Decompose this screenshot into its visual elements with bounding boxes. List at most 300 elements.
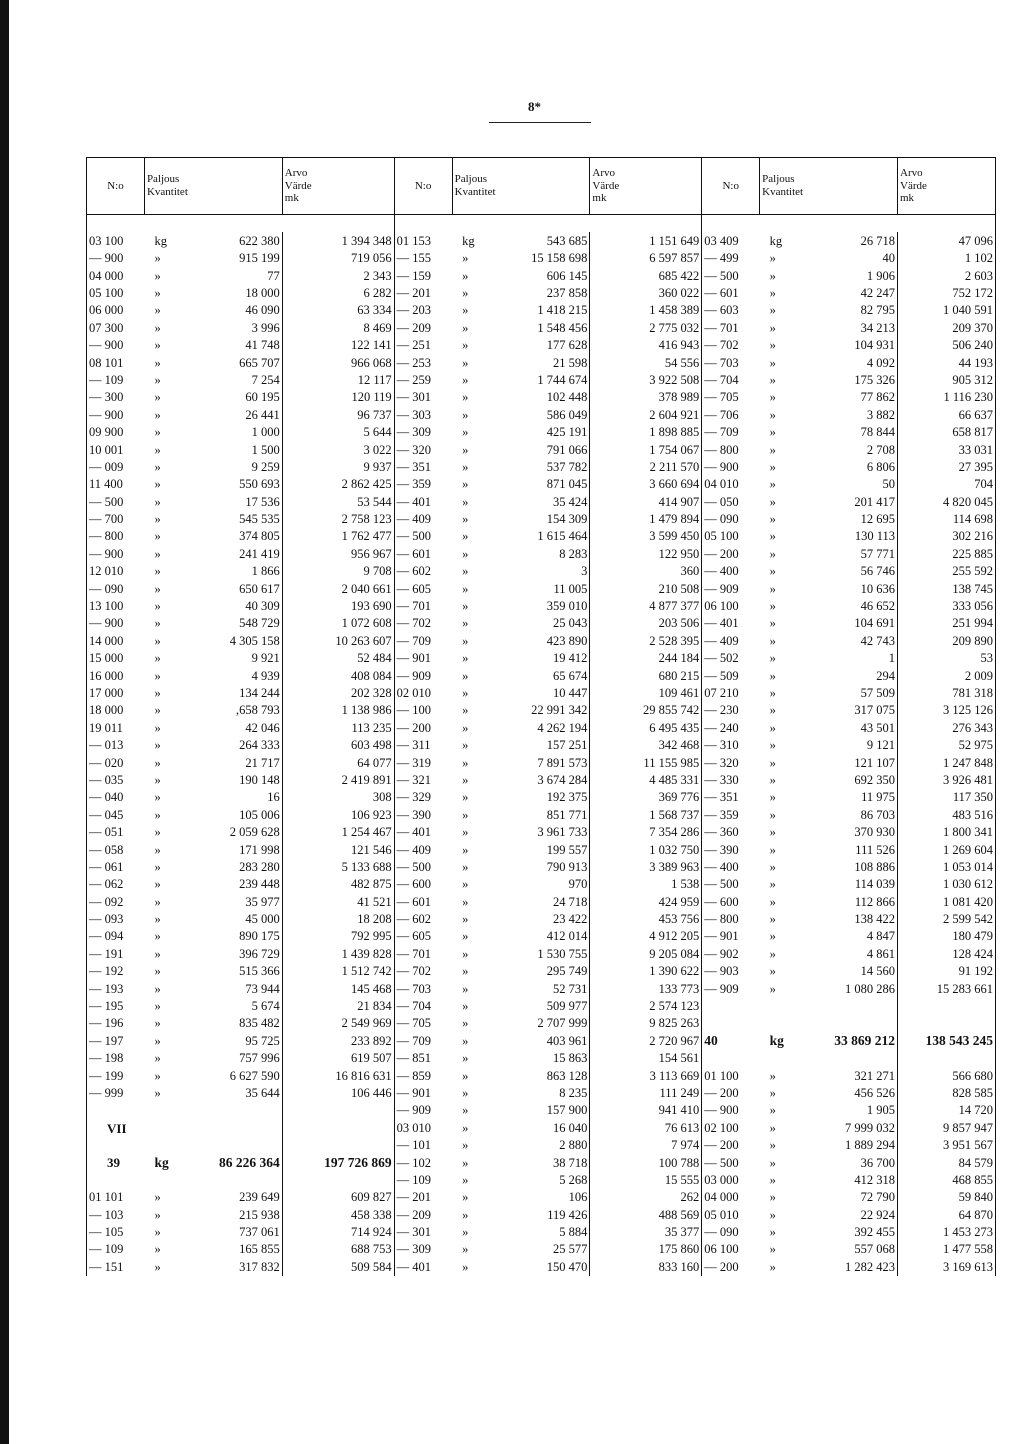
value-mk-cell: 360 022	[590, 285, 702, 302]
unit-cell: »	[154, 1207, 161, 1222]
value-mk-cell: 233 892	[282, 1032, 394, 1049]
unit-cell: »	[462, 251, 469, 266]
value-mk-cell: 113 235	[282, 719, 394, 736]
quantity-cell: 40 309	[184, 598, 282, 615]
item-number-cell: — 601	[702, 285, 760, 302]
unit-cell: »	[154, 720, 161, 735]
quantity-cell: 509 977	[492, 998, 590, 1015]
quantity-cell: 78 844	[800, 424, 898, 441]
unit-cell: »	[154, 407, 161, 422]
quantity-cell: 557 068	[800, 1241, 898, 1258]
item-number-cell: — 706	[702, 406, 760, 423]
item-number-cell: — 400	[702, 858, 760, 875]
unit-cell: »	[154, 494, 161, 509]
value-mk-cell: 2 720 967	[590, 1032, 702, 1049]
value-mk-cell: 138 543 245	[898, 1032, 996, 1049]
unit-cell: kg	[154, 1155, 169, 1171]
unit-cell: »	[462, 338, 469, 353]
unit-cell: »	[154, 425, 161, 440]
value-mk-cell: 121 546	[282, 841, 394, 858]
unit-cell: »	[462, 703, 469, 718]
quantity-cell: 130 113	[800, 528, 898, 545]
value-mk-cell: 408 084	[282, 667, 394, 684]
value-mk-cell: 1 898 885	[590, 424, 702, 441]
item-number-cell: — 409	[394, 841, 452, 858]
value-mk-cell: 154 561	[590, 1050, 702, 1067]
unit-cell: »	[154, 755, 161, 770]
unit-cell: »	[154, 651, 161, 666]
quantity-cell: 42 743	[800, 632, 898, 649]
table-row	[87, 1032, 996, 1049]
unit-cell: »	[154, 581, 161, 596]
quantity-cell: 112 866	[800, 893, 898, 910]
value-mk-cell: 3 169 613	[898, 1258, 996, 1276]
quantity-cell: 1 282 423	[800, 1258, 898, 1276]
table-row	[87, 511, 996, 528]
quantity-cell: 60 195	[184, 389, 282, 406]
value-mk-cell: 202 328	[282, 685, 394, 702]
quantity-cell: 871 045	[492, 476, 590, 493]
unit-cell: »	[769, 477, 776, 492]
value-mk-cell: 7 354 286	[590, 824, 702, 841]
quantity-cell	[800, 998, 898, 1015]
unit-cell: »	[154, 599, 161, 614]
quantity-cell: 2 708	[800, 441, 898, 458]
unit-cell: »	[769, 772, 776, 787]
item-number-cell: — 200	[394, 719, 452, 736]
item-number-cell: 09 900	[87, 424, 145, 441]
quantity-cell: 317 832	[184, 1258, 282, 1276]
value-mk-cell: 1 151 649	[590, 232, 702, 249]
table-row	[87, 945, 996, 962]
quantity-cell: 515 366	[184, 963, 282, 980]
value-mk-cell: 9 205 084	[590, 945, 702, 962]
unit-cell: »	[462, 1242, 469, 1257]
unit-cell: »	[769, 1103, 776, 1118]
unit-cell: »	[769, 459, 776, 474]
item-number-cell: — 109	[87, 1241, 145, 1258]
table-row	[87, 1241, 996, 1258]
quantity-cell: 757 996	[184, 1050, 282, 1067]
value-mk-cell: 1 102	[898, 250, 996, 267]
item-number-cell	[87, 1171, 145, 1188]
item-number-cell: — 193	[87, 980, 145, 997]
value-mk-cell: 53	[898, 650, 996, 667]
item-number-cell: — 500	[394, 528, 452, 545]
quantity-cell: 77	[184, 267, 282, 284]
value-mk-cell: 84 579	[898, 1154, 996, 1171]
unit-cell: »	[462, 651, 469, 666]
unit-cell: »	[462, 633, 469, 648]
unit-cell: »	[769, 981, 776, 996]
value-mk-cell: 138 745	[898, 580, 996, 597]
value-mk-cell: 197 726 869	[282, 1154, 394, 1171]
item-number-cell: — 303	[394, 406, 452, 423]
item-number-cell: — 351	[394, 458, 452, 475]
table-row	[87, 424, 996, 441]
unit-cell: »	[462, 372, 469, 387]
item-number-cell: — 035	[87, 772, 145, 789]
item-number-cell: — 200	[702, 545, 760, 562]
item-number-cell: — 903	[702, 963, 760, 980]
quantity-cell: 165 855	[184, 1241, 282, 1258]
value-mk-cell: 2 009	[898, 667, 996, 684]
table-row	[87, 580, 996, 597]
value-mk-cell: 3 922 508	[590, 372, 702, 389]
unit-cell: »	[154, 1225, 161, 1240]
quantity-cell: 104 691	[800, 615, 898, 632]
unit-cell: »	[462, 320, 469, 335]
quantity-cell: 177 628	[492, 337, 590, 354]
quantity-cell	[800, 1015, 898, 1032]
unit-cell: »	[154, 999, 161, 1014]
quantity-cell: 1 906	[800, 267, 898, 284]
value-mk-cell: 106 446	[282, 1085, 394, 1102]
item-number-cell: — 500	[87, 493, 145, 510]
quantity-cell: 26 718	[800, 232, 898, 249]
item-number-cell: — 701	[702, 319, 760, 336]
item-number-cell: — 009	[87, 458, 145, 475]
quantity-cell: 5 674	[184, 998, 282, 1015]
value-mk-cell: 255 592	[898, 563, 996, 580]
quantity-cell	[184, 1102, 282, 1119]
item-number-cell: — 509	[702, 667, 760, 684]
header-label-paljous: Paljous	[454, 173, 487, 186]
item-number-cell: 04 010	[702, 476, 760, 493]
value-mk-cell: 416 943	[590, 337, 702, 354]
quantity-cell: 65 674	[492, 667, 590, 684]
quantity-cell	[800, 1050, 898, 1067]
quantity-cell: 4 861	[800, 945, 898, 962]
unit-cell: »	[462, 1051, 469, 1066]
quantity-cell: 201 417	[800, 493, 898, 510]
header-label-mk: mk	[284, 192, 299, 205]
table-row	[87, 702, 996, 719]
item-number-cell: — 500	[394, 858, 452, 875]
item-number-cell: — 230	[702, 702, 760, 719]
item-number-cell: — 351	[702, 789, 760, 806]
trade-table	[86, 157, 996, 1276]
col-header-value	[590, 158, 702, 215]
item-number-cell: — 999	[87, 1085, 145, 1102]
value-mk-cell: 175 860	[590, 1241, 702, 1258]
quantity-cell: 6 627 590	[184, 1067, 282, 1084]
quantity-cell: 46 652	[800, 598, 898, 615]
value-mk-cell: 122 141	[282, 337, 394, 354]
unit-cell: »	[462, 1033, 469, 1048]
item-number-cell: 02 100	[702, 1119, 760, 1136]
unit-cell: »	[462, 425, 469, 440]
header-gap-row	[87, 215, 996, 233]
item-number-cell: — 700	[87, 511, 145, 528]
table-row	[87, 389, 996, 406]
value-mk-cell: 369 776	[590, 789, 702, 806]
item-number-cell: — 602	[394, 911, 452, 928]
value-mk-cell: 1 512 742	[282, 963, 394, 980]
value-mk-cell: 1 479 894	[590, 511, 702, 528]
quantity-cell: 239 649	[184, 1189, 282, 1206]
quantity-cell: 7 891 573	[492, 754, 590, 771]
col-header-no: N:o	[394, 158, 452, 215]
quantity-cell: 545 535	[184, 511, 282, 528]
unit-cell: »	[154, 338, 161, 353]
value-mk-cell: 53 544	[282, 493, 394, 510]
value-mk-cell: 3 022	[282, 441, 394, 458]
quantity-cell: 1 615 464	[492, 528, 590, 545]
unit-cell: »	[462, 668, 469, 683]
item-number-cell: — 705	[394, 1015, 452, 1032]
item-number-cell: — 701	[394, 945, 452, 962]
quantity-cell: 215 938	[184, 1206, 282, 1223]
value-mk-cell: 114 698	[898, 511, 996, 528]
unit-cell: »	[154, 564, 161, 579]
item-number-cell: — 900	[87, 615, 145, 632]
value-mk-cell: 21 834	[282, 998, 394, 1015]
item-number-cell: — 093	[87, 911, 145, 928]
value-mk-cell: 76 613	[590, 1119, 702, 1136]
table-row	[87, 911, 996, 928]
unit-cell: »	[462, 459, 469, 474]
unit-cell: »	[462, 1085, 469, 1100]
quantity-cell: 317 075	[800, 702, 898, 719]
quantity-cell: 1 744 674	[492, 372, 590, 389]
unit-cell: kg	[769, 233, 783, 248]
header-label-mk: mk	[592, 192, 607, 205]
unit-cell: »	[769, 964, 776, 979]
value-mk-cell: 44 193	[898, 354, 996, 371]
unit-cell: »	[154, 529, 161, 544]
unit-cell: »	[462, 738, 469, 753]
unit-cell: »	[769, 1120, 776, 1135]
quantity-cell: 294	[800, 667, 898, 684]
quantity-cell: 9 121	[800, 737, 898, 754]
quantity-cell: 586 049	[492, 406, 590, 423]
item-number-cell: 01 101	[87, 1189, 145, 1206]
quantity-cell: 537 782	[492, 458, 590, 475]
value-mk-cell: 209 370	[898, 319, 996, 336]
quantity-cell: 106	[492, 1189, 590, 1206]
gap-cell	[394, 215, 702, 233]
unit-cell: »	[769, 685, 776, 700]
col-header-value	[282, 158, 394, 215]
unit-cell: »	[154, 964, 161, 979]
unit-cell	[144, 1171, 184, 1188]
value-mk-cell: 603 498	[282, 737, 394, 754]
unit-cell: »	[769, 616, 776, 631]
quantity-cell: 10 636	[800, 580, 898, 597]
item-number-cell: — 200	[702, 1137, 760, 1154]
table-row	[87, 737, 996, 754]
table-row	[87, 406, 996, 423]
quantity-cell: 1 905	[800, 1102, 898, 1119]
quantity-cell: 21 598	[492, 354, 590, 371]
quantity-cell: 119 426	[492, 1206, 590, 1223]
unit-cell: »	[462, 964, 469, 979]
item-number-cell: 06 000	[87, 302, 145, 319]
value-mk-cell: 468 855	[898, 1171, 996, 1188]
item-number-cell: — 209	[394, 319, 452, 336]
unit-cell: »	[462, 946, 469, 961]
value-mk-cell: 1 040 591	[898, 302, 996, 319]
quantity-cell: 154 309	[492, 511, 590, 528]
quantity-cell: 4 262 194	[492, 719, 590, 736]
page-number-rule	[489, 122, 591, 123]
item-number-cell: — 090	[702, 1224, 760, 1241]
table-row	[87, 1171, 996, 1188]
item-number-cell: — 320	[702, 754, 760, 771]
unit-cell	[760, 1050, 800, 1067]
item-number-cell: — 319	[394, 754, 452, 771]
item-number-cell: 02 010	[394, 685, 452, 702]
quantity-cell: 4 847	[800, 928, 898, 945]
value-mk-cell: 1 458 389	[590, 302, 702, 319]
item-number-cell: — 901	[394, 1085, 452, 1102]
item-number-cell: 03 409	[702, 232, 760, 249]
unit-cell: »	[462, 1138, 469, 1153]
unit-cell: »	[462, 720, 469, 735]
table-row	[87, 980, 996, 997]
item-number-cell: — 901	[394, 650, 452, 667]
quantity-cell: 86 703	[800, 806, 898, 823]
value-mk-cell: 244 184	[590, 650, 702, 667]
unit-cell: »	[154, 616, 161, 631]
table-row	[87, 615, 996, 632]
unit-cell: »	[154, 1051, 161, 1066]
unit-cell: »	[769, 338, 776, 353]
item-number-cell: 10 001	[87, 441, 145, 458]
value-mk-cell: 54 556	[590, 354, 702, 371]
unit-cell: »	[154, 1260, 161, 1275]
page-number: 8*	[528, 99, 541, 114]
item-number-cell: — 045	[87, 806, 145, 823]
unit-cell: »	[769, 320, 776, 335]
col-header-quantity	[144, 158, 282, 215]
table-row	[87, 789, 996, 806]
item-number-cell: — 605	[394, 928, 452, 945]
unit-cell: »	[462, 999, 469, 1014]
value-mk-cell: 488 569	[590, 1206, 702, 1223]
unit-cell: »	[462, 390, 469, 405]
unit-cell: »	[769, 651, 776, 666]
item-number-cell: 07 210	[702, 685, 760, 702]
quantity-cell: 138 422	[800, 911, 898, 928]
value-mk-cell: 9 825 263	[590, 1015, 702, 1032]
item-number-cell: — 390	[702, 841, 760, 858]
value-mk-cell: 688 753	[282, 1241, 394, 1258]
table-row	[87, 1137, 996, 1154]
quantity-cell: 790 913	[492, 858, 590, 875]
quantity-cell: 25 043	[492, 615, 590, 632]
item-number-cell: — 701	[394, 598, 452, 615]
unit-cell: »	[769, 599, 776, 614]
unit-cell: »	[462, 807, 469, 822]
value-mk-cell: 302 216	[898, 528, 996, 545]
value-mk-cell: 6 282	[282, 285, 394, 302]
unit-cell: »	[769, 738, 776, 753]
table-row	[87, 1224, 996, 1241]
quantity-cell: 12 695	[800, 511, 898, 528]
table-row	[87, 1085, 996, 1102]
value-mk-cell: 2 419 891	[282, 772, 394, 789]
unit-cell: »	[769, 286, 776, 300]
unit-cell: »	[154, 477, 161, 492]
value-mk-cell: 752 172	[898, 285, 996, 302]
quantity-cell: 2 880	[492, 1137, 590, 1154]
unit-cell: »	[462, 303, 469, 318]
quantity-cell: 35 977	[184, 893, 282, 910]
value-mk-cell: 6 495 435	[590, 719, 702, 736]
value-mk-cell: 1 762 477	[282, 528, 394, 545]
unit-cell: »	[462, 599, 469, 614]
value-mk-cell: 52 975	[898, 737, 996, 754]
header-label-varde: Värde	[592, 179, 620, 192]
col-header-no: N:o	[87, 158, 145, 215]
unit-cell: »	[462, 529, 469, 544]
value-mk-cell: 14 720	[898, 1102, 996, 1119]
unit-cell: »	[462, 477, 469, 492]
quantity-cell: 35 644	[184, 1085, 282, 1102]
unit-cell: »	[769, 407, 776, 422]
value-mk-cell: 2 211 570	[590, 458, 702, 475]
unit-cell: »	[769, 1068, 776, 1083]
item-number-cell: 18 000	[87, 702, 145, 719]
quantity-cell: 3	[492, 563, 590, 580]
table-row	[87, 563, 996, 580]
value-mk-cell: 96 737	[282, 406, 394, 423]
unit-cell: »	[769, 355, 776, 370]
value-mk-cell: 509 584	[282, 1258, 394, 1276]
unit-cell: »	[154, 946, 161, 961]
quantity-cell: 1 418 215	[492, 302, 590, 319]
value-mk-cell: 1 754 067	[590, 441, 702, 458]
value-mk-cell: 2 599 542	[898, 911, 996, 928]
unit-cell: »	[769, 825, 776, 840]
quantity-cell: 50	[800, 476, 898, 493]
item-number-cell: — 103	[87, 1206, 145, 1223]
value-mk-cell	[898, 998, 996, 1015]
value-mk-cell: 1 477 558	[898, 1241, 996, 1258]
item-number-cell: — 310	[702, 737, 760, 754]
quantity-cell: 16 040	[492, 1119, 590, 1136]
value-mk-cell: 2 775 032	[590, 319, 702, 336]
value-mk-cell: 458 338	[282, 1206, 394, 1223]
value-mk-cell: 4 820 045	[898, 493, 996, 510]
item-number-cell: — 400	[702, 563, 760, 580]
value-mk-cell: 1 030 612	[898, 876, 996, 893]
item-number-cell: — 900	[87, 406, 145, 423]
item-number-cell: — 851	[394, 1050, 452, 1067]
unit-cell: kg	[154, 233, 167, 248]
quantity-cell: 57 509	[800, 685, 898, 702]
item-number-cell: 03 100	[87, 232, 145, 249]
quantity-cell: 890 175	[184, 928, 282, 945]
unit-cell: »	[154, 372, 161, 387]
table-row	[87, 667, 996, 684]
value-mk-cell: 64 077	[282, 754, 394, 771]
unit-cell: »	[769, 790, 776, 805]
value-mk-cell	[898, 1015, 996, 1032]
value-mk-cell: 9 937	[282, 458, 394, 475]
value-mk-cell: 828 585	[898, 1085, 996, 1102]
unit-cell: »	[462, 1068, 469, 1083]
quantity-cell: 456 526	[800, 1085, 898, 1102]
table-header-row	[87, 158, 996, 215]
value-mk-cell: 956 967	[282, 545, 394, 562]
unit-cell: »	[154, 790, 161, 805]
item-number-cell: — 109	[87, 372, 145, 389]
item-number-cell	[702, 998, 760, 1015]
item-number-cell: — 102	[394, 1154, 452, 1171]
